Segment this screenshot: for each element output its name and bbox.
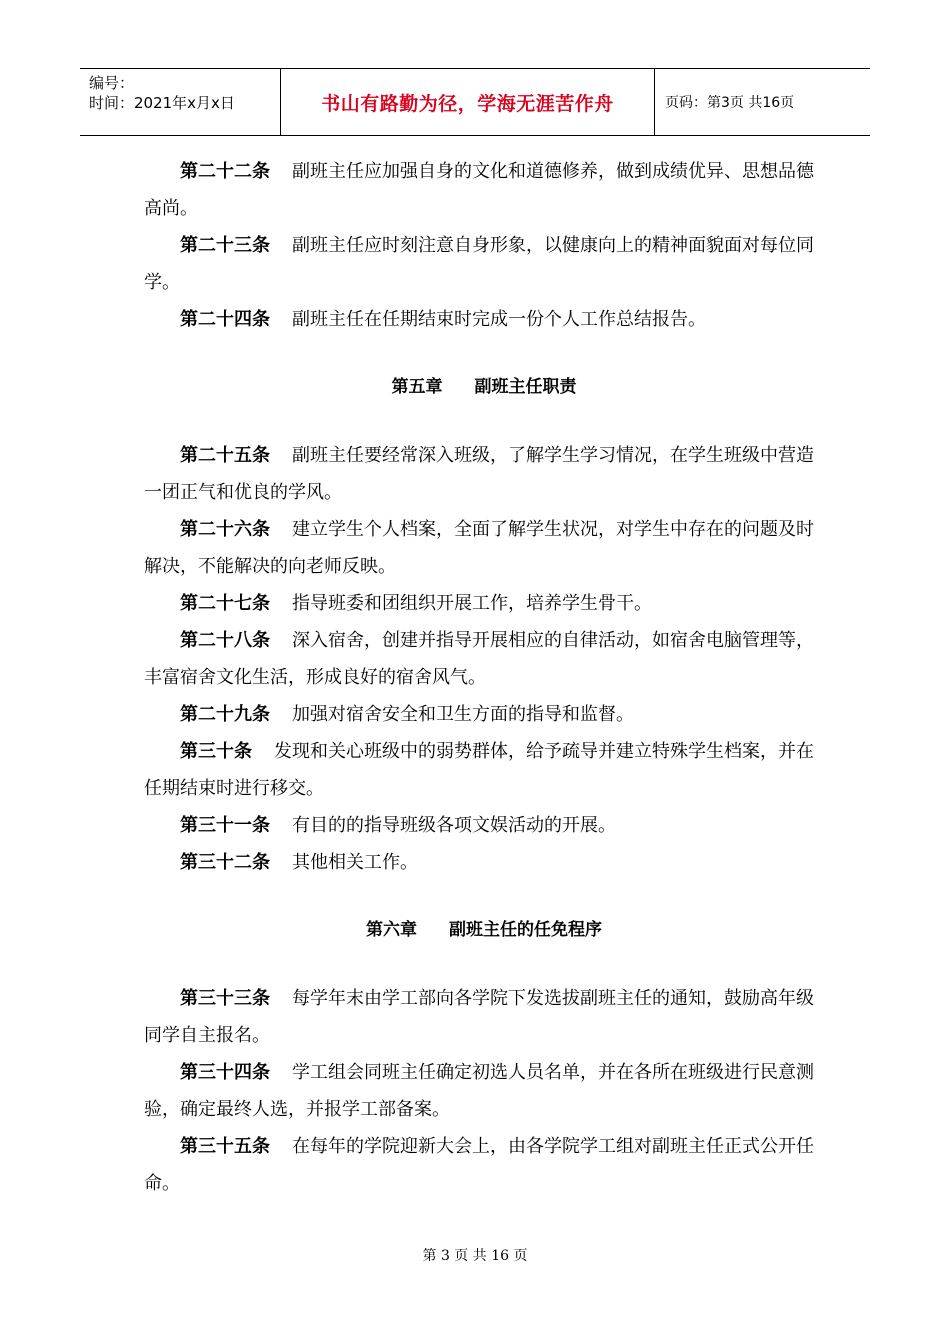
page-footer: 第 3 页 共 16 页 <box>422 1248 528 1264</box>
article-paragraph <box>144 622 824 696</box>
article-text: 有目的的指导班级各项文娱活动的开展。 <box>292 815 616 836</box>
article-paragraph <box>144 844 824 881</box>
article-label: 第二十二条 <box>180 161 270 182</box>
article-label: 第二十七条 <box>180 593 270 614</box>
chapter-number: 第五章 <box>391 377 443 397</box>
serial-number-label: 编号： <box>89 74 135 92</box>
article-paragraph <box>144 511 824 585</box>
chapter-title: 副班主任职责 <box>474 377 577 397</box>
article-label: 第二十三条 <box>180 235 270 256</box>
spacer <box>144 406 824 437</box>
header-motto-cell <box>281 69 655 135</box>
article-label: 第二十四条 <box>180 309 270 330</box>
article-text: 每学年末由学工部向各学院下发选拔副班主任的通知，鼓励高年级同学自主报名。 <box>144 988 814 1046</box>
chapter-title: 副班主任的任免程序 <box>449 920 602 940</box>
chapter-number: 第六章 <box>366 920 417 940</box>
article-paragraph <box>144 153 824 227</box>
article-text: 副班主任应时刻注意自身形象，以健康向上的精神面貌面对每位同学。 <box>144 235 814 293</box>
article-text: 加强对宿舍安全和卫生方面的指导和监督。 <box>292 704 634 725</box>
article-text: 建立学生个人档案，全面了解学生状况，对学生中存在的问题及时解决，不能解决的向老师反映。 <box>144 519 814 577</box>
article-label: 第三十四条 <box>180 1062 270 1083</box>
article-label: 第三十条 <box>180 741 252 762</box>
date-label: 时间：2021年x月x日 <box>89 94 235 112</box>
article-text: 其他相关工作。 <box>292 852 418 873</box>
article-text: 在每年的学院迎新大会上，由各学院学工组对副班主任正式公开任命。 <box>144 1136 814 1194</box>
header-page-cell <box>655 69 870 135</box>
header-meta-cell <box>80 69 281 135</box>
article-paragraph <box>144 1128 824 1202</box>
article-paragraph <box>144 807 824 844</box>
article-paragraph <box>144 301 824 338</box>
article-label: 第三十五条 <box>180 1136 270 1157</box>
header-page-info: 页码：第3页 共16页 <box>665 95 795 111</box>
article-text: 学工组会同班主任确定初选人员名单，并在各所在班级进行民意测验，确定最终人选，并报学工部备案。 <box>144 1062 814 1120</box>
spacer <box>144 881 824 912</box>
article-label: 第三十一条 <box>180 815 270 836</box>
document-body <box>144 153 824 1202</box>
article-paragraph <box>144 227 824 301</box>
article-paragraph <box>144 585 824 622</box>
article-text: 副班主任应加强自身的文化和道德修养，做到成绩优异、思想品德高尚。 <box>144 161 814 219</box>
spacer <box>144 338 824 369</box>
article-label: 第二十六条 <box>180 519 270 540</box>
article-paragraph <box>144 733 824 807</box>
motto-text: 书山有路勤为径，学海无涯苦作舟 <box>321 92 614 115</box>
page-header <box>80 68 870 136</box>
article-paragraph <box>144 980 824 1054</box>
chapter-heading <box>144 912 824 949</box>
article-paragraph <box>144 696 824 733</box>
chapter-heading <box>144 369 824 406</box>
article-text: 指导班委和团组织开展工作，培养学生骨干。 <box>292 593 652 614</box>
article-text: 深入宿舍，创建并指导开展相应的自律活动，如宿舍电脑管理等，丰富宿舍文化生活，形成良好的宿舍风气。 <box>144 630 814 688</box>
article-label: 第三十三条 <box>180 988 270 1009</box>
article-text: 副班主任要经常深入班级，了解学生学习情况，在学生班级中营造一团正气和优良的学风。 <box>144 445 814 503</box>
article-label: 第三十二条 <box>180 852 270 873</box>
spacer <box>144 949 824 980</box>
article-text: 副班主任在任期结束时完成一份个人工作总结报告。 <box>292 309 706 330</box>
article-label: 第二十八条 <box>180 630 270 651</box>
article-text: 发现和关心班级中的弱势群体，给予疏导并建立特殊学生档案，并在任期结束时进行移交。 <box>144 741 814 799</box>
article-label: 第二十九条 <box>180 704 270 725</box>
article-paragraph <box>144 1054 824 1128</box>
article-paragraph <box>144 437 824 511</box>
article-label: 第二十五条 <box>180 445 270 466</box>
